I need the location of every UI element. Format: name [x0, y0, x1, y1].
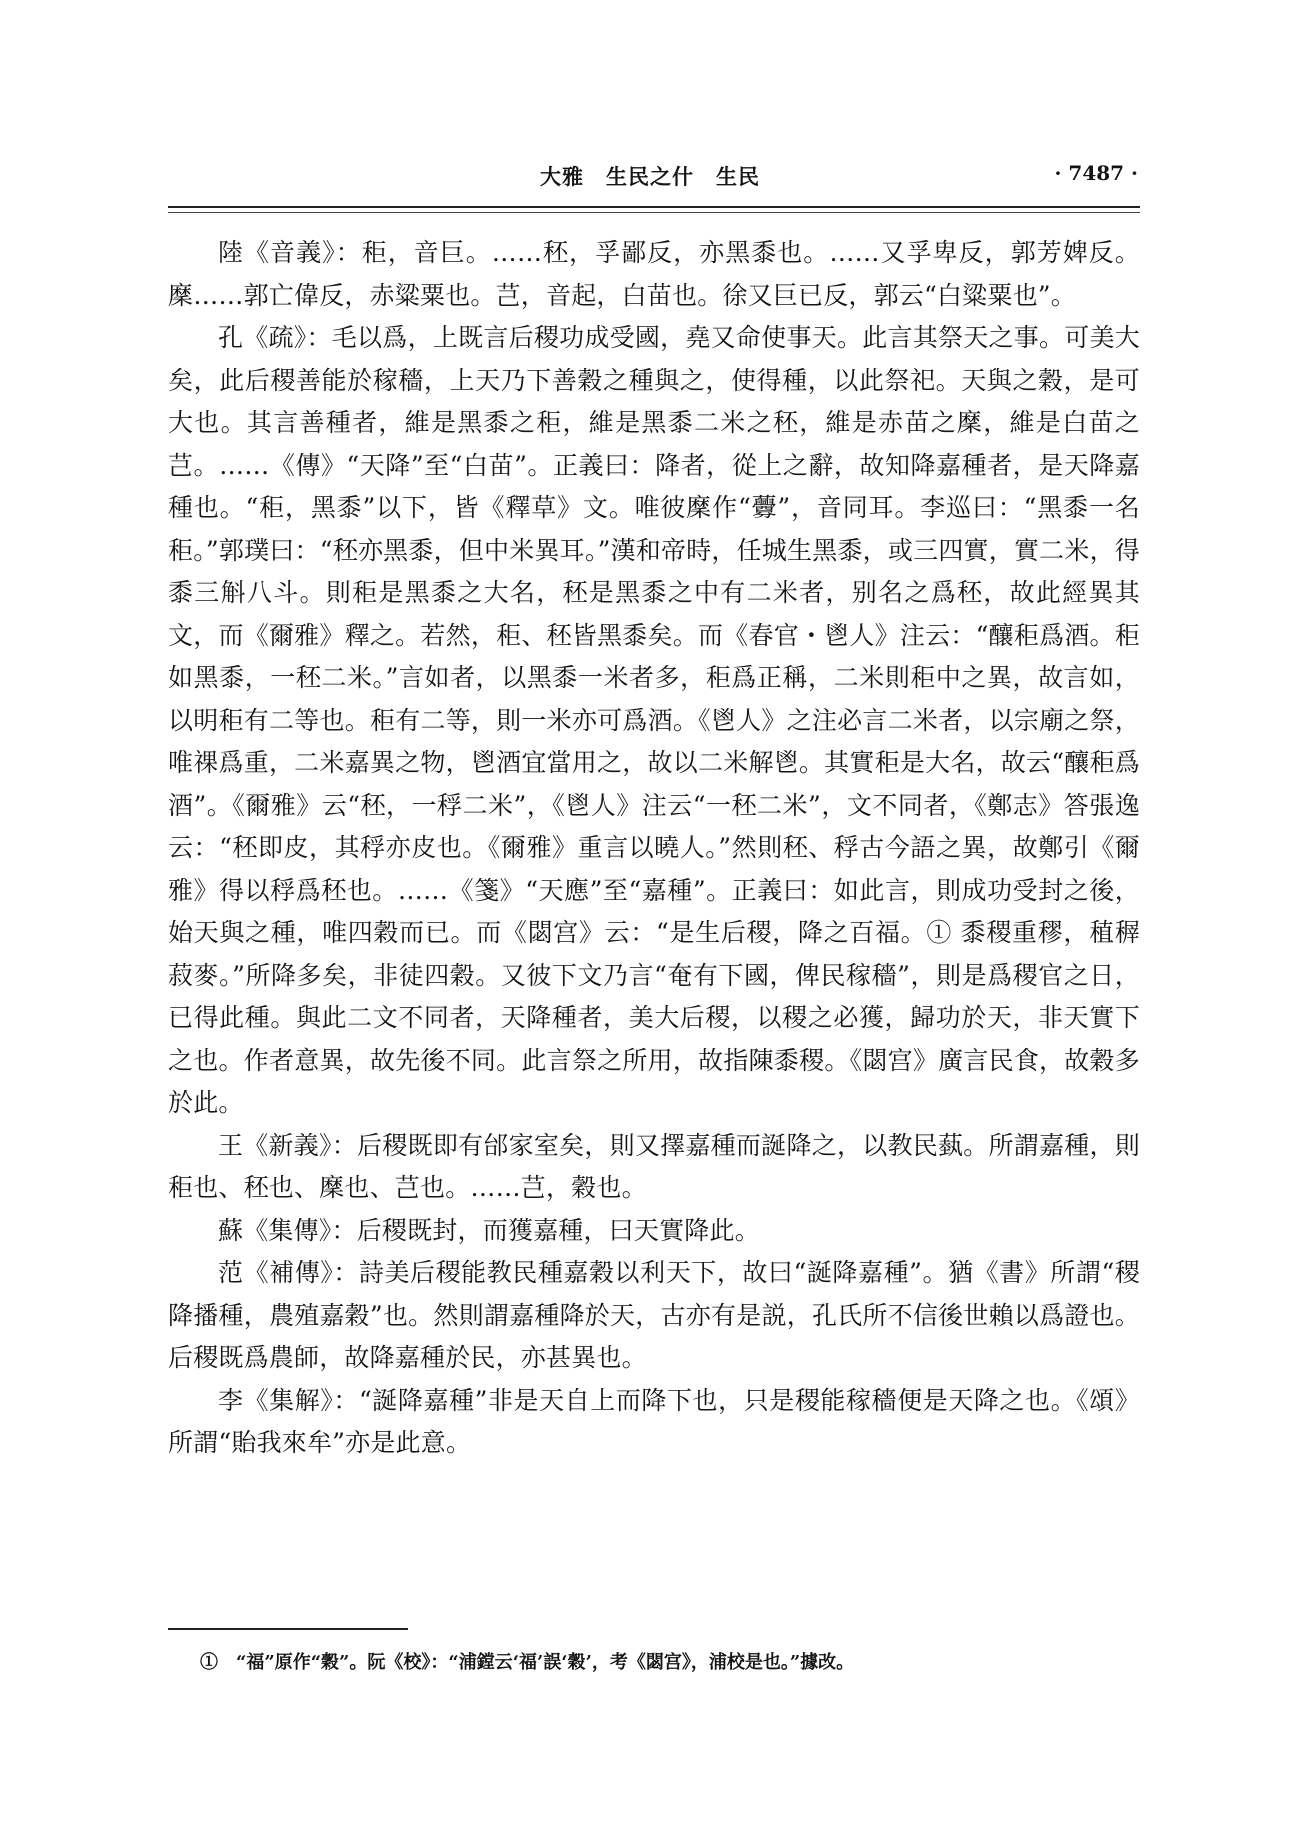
page-number: · 7487 ·: [1054, 161, 1138, 185]
footnote: ① “福”原作“穀”。阮《校》：“浦鏜云‘福’誤‘穀’，考《閟宫》，浦校是也。”據改。: [200, 1652, 855, 1673]
paragraph-su-jizhuan: 蘇《集傳》：后稷既封，而獲嘉種，曰天實降此。: [218, 1215, 760, 1245]
header-rule: [168, 206, 1140, 208]
paragraph-wang-xinyi: 王《新義》：后稷既即有邰家室矣，則又擇嘉種而誕降之，以教民蓺。所謂嘉種，則秬也、秠也、穈也、芑也。……芑，穀也。: [168, 1130, 1140, 1202]
main-text: [168, 232, 1140, 1465]
running-title: 大雅 生民之什 生民: [540, 164, 760, 189]
paragraph-li-jijie: 李《集解》：“誕降嘉種”非是天自上而降下也，只是稷能稼穡便是天降之也。《頌》所謂“貽我來牟”亦是此意。: [168, 1385, 1140, 1457]
paragraph-lu-yinyi: 陸《音義》：秬，音巨。……秠，孚鄙反，亦黑黍也。……又孚卑反，郭芳婢反。穈……郭亡偉反，赤粱粟也。芑，音起，白苗也。徐又巨已反，郭云“白粱粟也”。: [168, 238, 1140, 310]
paragraph-kong-shu: 孔《疏》：毛以爲，上既言后稷功成受國，堯又命使事天。此言其祭天之事。可美大矣，此后稷善能於稼穡，上天乃下善穀之種與之，使得種，以此祭祀。天與之穀，是可大也。其言善種者，維是黑黍之秬，維是黑黍二米之秠，維是赤苗之穈，維是白苗之芑。……《傳》“天降”至“白苗”。正義曰：降者，從上之辭，故知降嘉種者，是天降嘉種也。“秬，黑黍”以下，皆《釋草》文。唯彼穈作“虋”，音同耳。李巡曰：“黑黍一名秬。”郭璞曰：“秠亦黑黍，但中米異耳。”漢和帝時，任城生黑黍，或三四實，實二米，得黍三斛八斗。則秬是黑黍之大名，秠是黑黍之中有二米者，别名之爲秠，故此經異其文，而《爾雅》釋之。若然，秬、秠皆黑黍矣。而《春官・鬯人》注云：“釀秬爲酒。秬如黑黍，一秠二米。”言如者，以黑黍一米者多，秬爲正稱，二米則秬中之異，故言如，以明秬有二等也。秬有二等，則一米亦可爲酒。《鬯人》之注必言二米者，以宗廟之祭，唯祼爲重，二米嘉異之物，鬯酒宜當用之，故以二米解鬯。其實秬是大名，故云“釀秬爲酒”。《爾雅》云“秠，一稃二米”，《鬯人》注云“一秠二米”，文不同者，《鄭志》答張逸云：“秠即皮，其稃亦皮也。《爾雅》重言以曉人。”然則秠、稃古今語之異，故鄭引《爾雅》得以稃爲秠也。……《箋》“天應”至“嘉種”。正義曰：如此言，則成功受封之後，始天與之種，唯四穀而已。而《閟宫》云：“是生后稷，降之百福。① 黍稷重穋，稙稺菽麥。”所降多矣，非徒四穀。又彼下文乃言“奄有下國，俾民稼穡”，則是爲稷官之日，已得此種。與此二文不同者，天降種者，美大后稷，以稷之必獲，歸功於天，非天實下之也。作者意異，故先後不同。此言祭之所用，故指陳黍稷。《閟宫》廣言民食，故穀多於此。: [168, 323, 1140, 1117]
footnote-rule: [168, 1628, 408, 1630]
running-head: [170, 155, 1138, 195]
header-rule-thin: [168, 212, 1140, 213]
paragraph-fan-buzhuan: 范《補傳》：詩美后稷能教民種嘉穀以利天下，故曰“誕降嘉種”。猶《書》所謂“稷降播種，農殖嘉穀”也。然則謂嘉種降於天，古亦有是説，孔氏所不信後世賴以爲證也。后稷既爲農師，故降嘉種於民，亦甚異也。: [168, 1258, 1140, 1372]
